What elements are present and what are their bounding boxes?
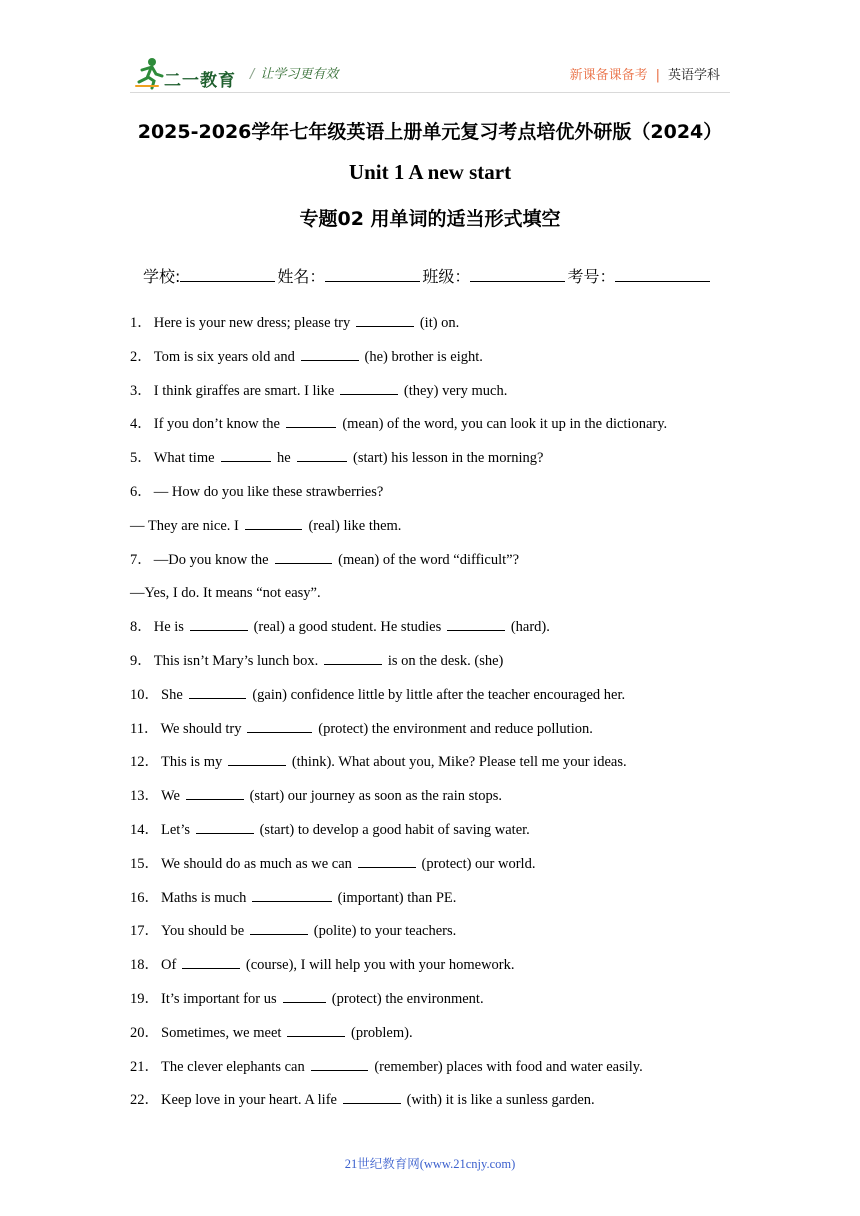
- question-text: Sometimes, we meet: [161, 1024, 282, 1041]
- question-number: 9．: [130, 652, 152, 669]
- question-item: [130, 785, 750, 819]
- answer-blank[interactable]: [358, 853, 416, 868]
- answer-blank[interactable]: [221, 447, 271, 462]
- question-text: (real) like them.: [308, 517, 402, 534]
- question-list: [130, 312, 750, 1123]
- name-label: 姓名：: [277, 267, 326, 286]
- question-text: —Do you know the: [153, 551, 269, 568]
- question-number: 3．: [130, 382, 152, 399]
- answer-blank[interactable]: [186, 785, 244, 800]
- question-item: [130, 887, 750, 921]
- header-divider: [130, 92, 730, 93]
- question-text: (protect) the environment.: [331, 990, 484, 1007]
- question-item: [130, 853, 750, 887]
- question-item: [130, 751, 750, 785]
- class-label: 班级：: [422, 267, 471, 286]
- name-blank[interactable]: [325, 265, 420, 282]
- question-number: 12．: [130, 754, 159, 771]
- answer-blank[interactable]: [297, 447, 347, 462]
- school-label: 学校:: [143, 267, 181, 286]
- question-item: [130, 346, 750, 380]
- question-item: [130, 515, 750, 549]
- question-number: 4．: [130, 416, 152, 433]
- slogan: / 让学习更有效: [250, 67, 339, 82]
- question-text: (start) our journey as soon as the rain stops.: [249, 788, 503, 805]
- question-text: Let’s: [161, 821, 190, 838]
- question-number: 15．: [130, 855, 159, 872]
- question-text: (think). What about you, Mike? Please tell me your ideas.: [291, 754, 627, 771]
- student-info-line: [143, 264, 712, 287]
- question-number: 19．: [130, 990, 159, 1007]
- question-item: [130, 1056, 750, 1090]
- runner-icon: [134, 56, 164, 90]
- question-text: Tom is six years old and: [153, 348, 295, 365]
- question-text: (with) it is like a sunless garden.: [406, 1092, 595, 1109]
- question-text: We: [161, 788, 180, 805]
- question-text: We should try: [160, 720, 242, 737]
- question-text: (problem).: [351, 1024, 413, 1041]
- question-text: (mean) of the word, you can look it up in the dictionary.: [342, 416, 668, 433]
- question-item: [130, 582, 750, 616]
- answer-blank[interactable]: [189, 684, 247, 699]
- answer-blank[interactable]: [286, 413, 336, 428]
- question-number: 5．: [130, 450, 152, 467]
- question-number: 8．: [130, 619, 152, 636]
- number-label: 考号：: [567, 267, 616, 286]
- tag-separator: |: [655, 68, 660, 83]
- question-item: [130, 684, 750, 718]
- question-number: 10．: [130, 686, 159, 703]
- answer-blank[interactable]: [196, 819, 254, 834]
- question-text: What time: [153, 450, 215, 467]
- question-text: (it) on.: [419, 315, 460, 331]
- subject-tag: [570, 64, 720, 83]
- question-text: It’s important for us: [161, 990, 277, 1007]
- question-item: [130, 380, 750, 414]
- question-item: [130, 413, 750, 447]
- question-text: (start) his lesson in the morning?: [353, 450, 544, 467]
- question-item: [130, 1089, 750, 1123]
- question-text: (hard).: [510, 619, 550, 636]
- question-text: Keep love in your heart. A life: [161, 1092, 337, 1109]
- question-text: (important) than PE.: [337, 889, 457, 906]
- question-number: 11．: [130, 720, 159, 737]
- question-number: 1．: [130, 315, 152, 331]
- answer-blank[interactable]: [247, 718, 312, 733]
- question-text: You should be: [161, 923, 245, 940]
- unit-title: Unit 1 A new start: [348, 160, 512, 184]
- question-number: 18．: [130, 957, 159, 974]
- question-text: We should do as much as we can: [161, 855, 352, 872]
- question-number: 21．: [130, 1058, 159, 1075]
- question-text: If you don’t know the: [153, 416, 280, 433]
- question-text: (polite) to your teachers.: [313, 923, 457, 940]
- question-text: (he) brother is eight.: [364, 348, 483, 365]
- question-text: The clever elephants can: [161, 1058, 305, 1075]
- question-text: (mean) of the word “difficult”?: [338, 551, 520, 568]
- slogan-text: 让学习更有效: [260, 67, 339, 82]
- question-number: 20．: [130, 1024, 159, 1041]
- question-number: 17．: [130, 923, 159, 940]
- question-number: 7．: [130, 551, 152, 568]
- question-text: Of: [161, 957, 177, 974]
- answer-blank[interactable]: [447, 616, 505, 631]
- question-text: is on the desk. (she): [387, 652, 504, 669]
- question-item: [130, 447, 750, 481]
- question-item: [130, 954, 750, 988]
- answer-blank[interactable]: [182, 954, 240, 969]
- answer-blank[interactable]: [283, 988, 326, 1003]
- question-text: He is: [153, 619, 184, 636]
- answer-blank[interactable]: [340, 380, 398, 395]
- question-item: [130, 988, 750, 1022]
- question-text: I think giraffes are smart. I like: [153, 382, 335, 399]
- answer-blank[interactable]: [311, 1056, 369, 1071]
- school-blank[interactable]: [180, 265, 275, 282]
- question-number: 16．: [130, 889, 159, 906]
- question-text: (start) to develop a good habit of saving water.: [259, 821, 530, 838]
- answer-blank[interactable]: [275, 549, 333, 564]
- question-number: 22．: [130, 1092, 159, 1109]
- answer-blank[interactable]: [228, 751, 286, 766]
- question-text: This is my: [161, 754, 223, 771]
- question-text: (remember) places with food and water easily.: [374, 1058, 643, 1075]
- document-title: 2025-2026学年七年级英语上册单元复习考点培优外研版（2024）: [137, 121, 723, 143]
- answer-blank[interactable]: [190, 616, 248, 631]
- question-item: [130, 616, 750, 650]
- question-text: (protect) the environment and reduce pollution.: [318, 720, 593, 737]
- logo-text: 二一教育: [164, 71, 236, 91]
- answer-blank[interactable]: [245, 515, 303, 530]
- topic-title: 专题02 用单词的适当形式填空: [299, 208, 561, 230]
- question-text: Maths is much: [161, 889, 247, 906]
- page-header: [130, 52, 730, 92]
- question-item: [130, 481, 750, 515]
- question-item: [130, 718, 750, 752]
- question-number: 14．: [130, 821, 159, 838]
- answer-blank[interactable]: [301, 346, 359, 361]
- logo: [134, 56, 239, 90]
- subject-label: 英语学科: [667, 68, 720, 83]
- answer-blank[interactable]: [287, 1022, 345, 1037]
- question-item: [130, 1022, 750, 1056]
- question-text: (they) very much.: [403, 382, 508, 399]
- question-item: [130, 920, 750, 954]
- class-blank[interactable]: [470, 265, 565, 282]
- question-item: [130, 650, 750, 684]
- question-text: (gain) confidence little by little after the teacher encouraged her.: [252, 686, 626, 703]
- question-text: This isn’t Mary’s lunch box.: [153, 652, 319, 669]
- question-text: Here is your new dress; please try: [153, 315, 351, 331]
- question-number: 6．: [130, 483, 152, 500]
- answer-blank[interactable]: [356, 312, 414, 327]
- answer-blank[interactable]: [324, 650, 382, 665]
- question-text: — How do you like these strawberries?: [153, 483, 384, 500]
- question-text: —Yes, I do. It means “not easy”.: [130, 585, 321, 602]
- question-item: [130, 312, 750, 346]
- answer-blank[interactable]: [343, 1089, 401, 1104]
- question-item: [130, 549, 750, 583]
- number-blank[interactable]: [615, 265, 710, 282]
- course-tag: 新课备课备考: [569, 68, 648, 83]
- question-item: [130, 819, 750, 853]
- question-text: he: [276, 450, 291, 467]
- question-number: 2．: [130, 348, 152, 365]
- question-text: (protect) our world.: [421, 855, 536, 872]
- answer-blank[interactable]: [250, 920, 308, 935]
- question-text: (real) a good student. He studies: [253, 619, 442, 636]
- question-text: She: [161, 686, 183, 703]
- question-text: (course), I will help you with your homework.: [245, 957, 515, 974]
- footer-source: 21世纪教育网(www.21cnjy.com): [344, 1157, 516, 1171]
- question-text: — They are nice. I: [130, 517, 239, 534]
- answer-blank[interactable]: [252, 887, 331, 902]
- question-number: 13．: [130, 788, 159, 805]
